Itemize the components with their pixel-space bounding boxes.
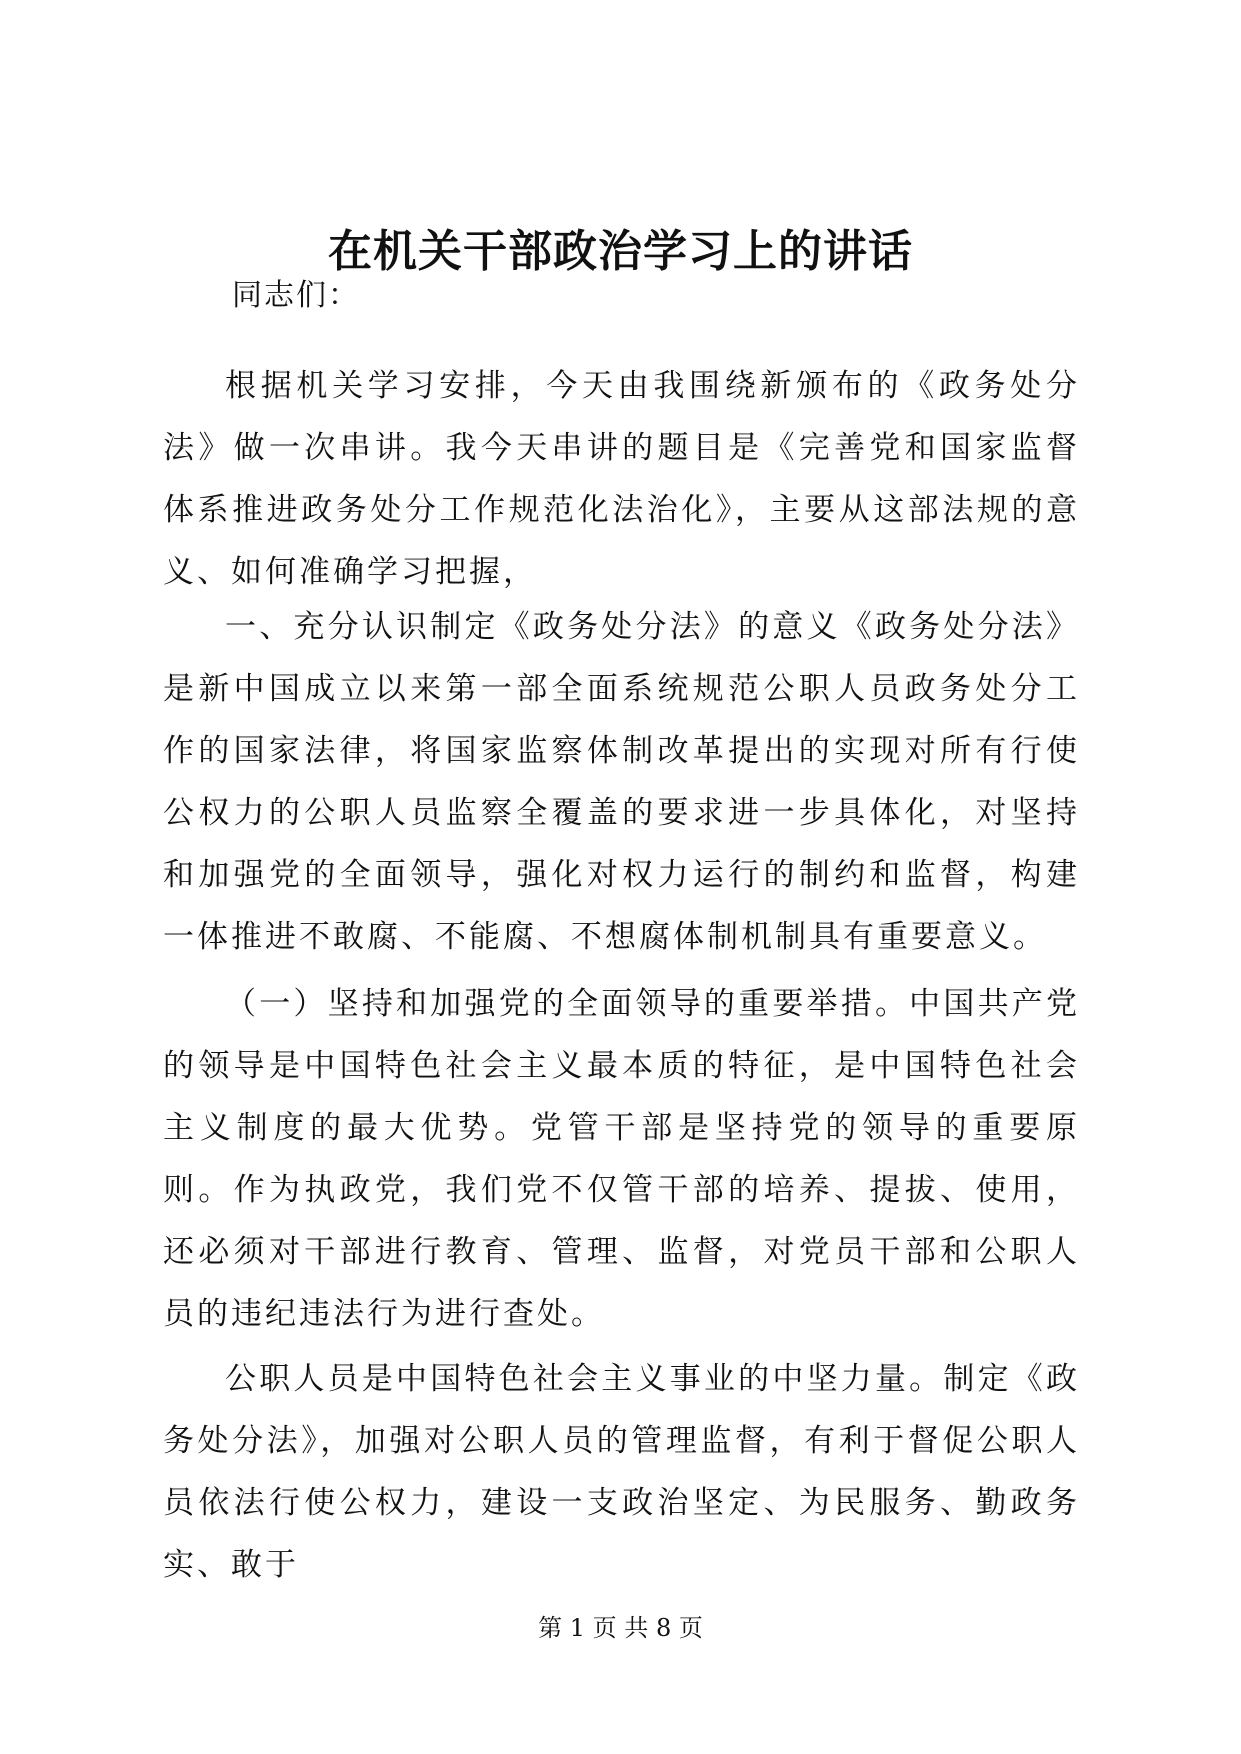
paragraph-1: 根据机关学习安排，今天由我围绕新颁布的《政务处分法》做一次串讲。我今天串讲的题目是《完善党和国家监督体系推进政务处分工作规范化法治化》，主要从这部法规的意义、如何准确学习把握， (163, 368, 1080, 590)
paragraph-4: 公职人员是中国特色社会主义事业的中坚力量。制定《政务处分法》，加强对公职人员的管理监督，有利于督促公职人员依法行使公权力，建设一支政治坚定、为民服务、勤政务实、敢于 (163, 1361, 1080, 1583)
page-footer: 第 1 页 共 8 页 (538, 1614, 703, 1642)
paragraph-3: （一）坚持和加强党的全面领导的重要举措。中国共产党的领导是中国特色社会主义最本质的特征，是中国特色社会主义制度的最大优势。党管干部是坚持党的领导的重要原则。作为执政党，我们党不仅管干部的培养、提拔、使用，还必须对干部进行教育、管理、监督，对党员干部和公职人员的违纪违法行为进行查处。 (163, 986, 1080, 1332)
paragraph-2: 一、充分认识制定《政务处分法》的意义《政务处分法》是新中国成立以来第一部全面系统规范公职人员政务处分工作的国家法律，将国家监察体制改革提出的实现对所有行使公权力的公职人员监察全覆盖的要求进一步具体化，对坚持和加强党的全面领导，强化对权力运行的制约和监督，构建一体推进不敢腐、不能腐、不想腐体制机制具有重要意义。 (163, 609, 1080, 955)
salutation: 同志们： (232, 278, 360, 313)
document-title: 在机关干部政治学习上的讲话 (328, 226, 913, 277)
